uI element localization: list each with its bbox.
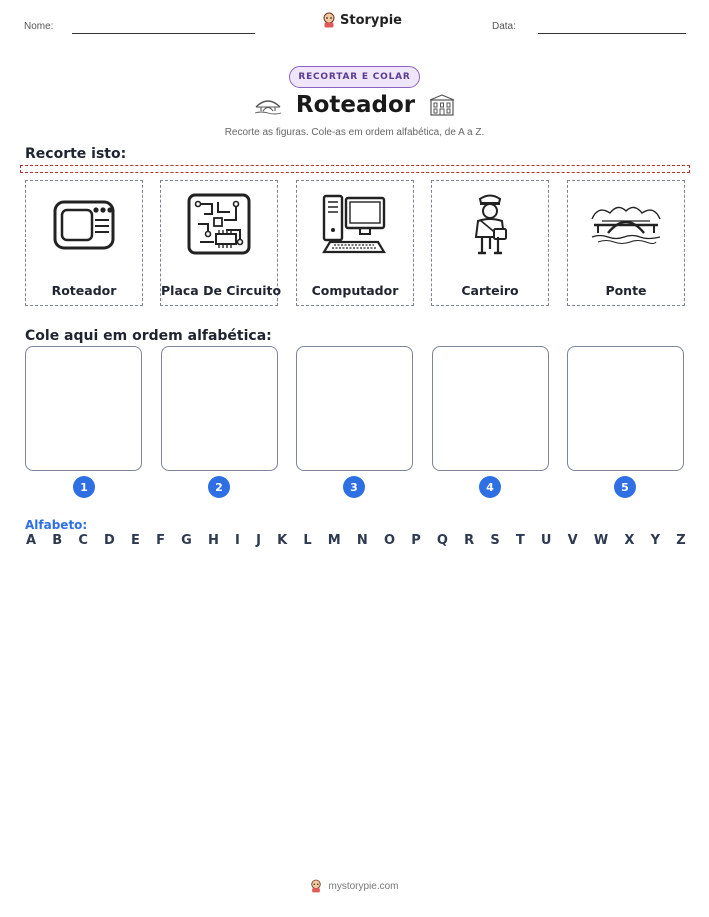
bridge-small-icon (254, 95, 282, 115)
slot-number: 1 (73, 476, 95, 498)
paste-slot-5[interactable] (567, 346, 684, 471)
paste-section-label: Cole aqui em ordem alfabética: (25, 328, 272, 344)
alphabet-letter: M (327, 533, 341, 548)
alphabet-letter: Q (436, 533, 448, 548)
brand-logo (322, 12, 402, 28)
cut-card-circuit-board[interactable] (160, 180, 282, 306)
alphabet-letter: C (78, 533, 88, 548)
alphabet-letter: L (303, 533, 312, 548)
mailman-icon (468, 191, 512, 257)
slot-number: 2 (208, 476, 230, 498)
footer-url: mystorypie.com (328, 880, 399, 892)
date-label: Data: (492, 21, 516, 32)
activity-badge: RECORTAR E COLAR (289, 66, 420, 88)
circuit-board-icon (186, 192, 252, 256)
paste-slot-2[interactable] (161, 346, 278, 471)
title-row (0, 92, 709, 118)
alphabet-letter: X (624, 533, 635, 548)
alphabet-letter: Y (650, 533, 661, 548)
alphabet-letter: J (256, 533, 261, 548)
paste-slot-3[interactable] (296, 346, 413, 471)
alphabet-letter: R (464, 533, 475, 548)
computer-icon (320, 192, 390, 256)
cut-line (20, 165, 690, 173)
alphabet-letter: S (490, 533, 500, 548)
card-label: Roteador (51, 283, 117, 298)
name-line (72, 33, 255, 34)
bridge-icon (588, 199, 664, 249)
cut-section-label: Recorte isto: (25, 146, 127, 162)
alphabet-letter: D (104, 533, 115, 548)
cut-card-router[interactable] (25, 180, 143, 306)
instructions: Recorte as figuras. Cole-as em ordem alfabética, de A a Z. (224, 127, 485, 138)
alphabet-letter: V (567, 533, 578, 548)
building-small-icon (429, 94, 455, 116)
cut-card-computer[interactable] (296, 180, 414, 306)
paste-slot-4[interactable] (432, 346, 549, 471)
name-label: Nome: (24, 21, 54, 32)
alphabet-letter: B (52, 533, 63, 548)
footer (0, 879, 709, 893)
alphabet-label: Alfabeto: (25, 518, 88, 532)
slot-number: 4 (479, 476, 501, 498)
date-line (538, 33, 686, 34)
alphabet-letter: N (356, 533, 368, 548)
paste-slot-1[interactable] (25, 346, 142, 471)
alphabet-letter: P (411, 533, 421, 548)
card-label: Carteiro (461, 283, 519, 298)
card-label: Computador (311, 283, 399, 298)
alphabet-letter: A (26, 533, 37, 548)
alphabet-letter: T (515, 533, 525, 548)
alphabet-letter: U (540, 533, 552, 548)
cut-card-bridge[interactable] (567, 180, 685, 306)
alphabet-letter: F (156, 533, 165, 548)
card-label: Placa De Circuito (161, 283, 282, 298)
card-label: Ponte (605, 283, 647, 298)
alphabet-letter: Z (676, 533, 686, 548)
cut-card-mailman[interactable] (431, 180, 549, 306)
alphabet-letter: O (383, 533, 396, 548)
alphabet-letter: I (235, 533, 240, 548)
brand-name: Storypie (340, 12, 402, 28)
alphabet-letter: W (593, 533, 609, 548)
alphabet-letter: E (131, 533, 140, 548)
alphabet-letter: H (207, 533, 219, 548)
storypie-mascot-icon (322, 12, 336, 28)
router-icon (51, 194, 117, 254)
alphabet-row (26, 533, 686, 548)
alphabet-letter: K (277, 533, 288, 548)
alphabet-letter: G (181, 533, 192, 548)
slot-number: 3 (343, 476, 365, 498)
storypie-mascot-icon (310, 879, 322, 893)
page-title: Roteador (295, 92, 416, 118)
slot-number: 5 (614, 476, 636, 498)
